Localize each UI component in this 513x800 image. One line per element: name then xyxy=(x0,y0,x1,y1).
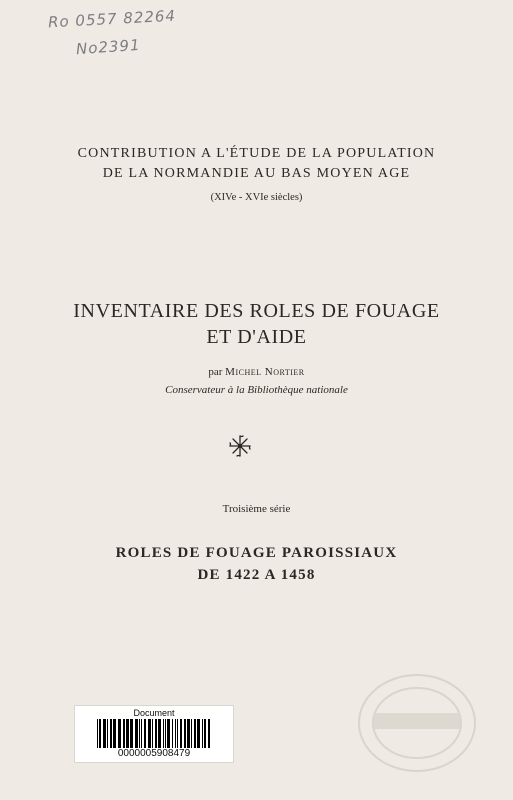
subtitle-line-2: DE 1422 A 1458 xyxy=(197,567,316,583)
handwritten-number: No2391 xyxy=(75,35,142,59)
main-title-line-1: INVENTAIRE DES ROLES DE FOUAGE xyxy=(73,300,440,322)
series-label: Troisième série xyxy=(222,503,291,515)
series-title-line-2: DE LA NORMANDIE AU BAS MOYEN AGE xyxy=(102,166,411,181)
author-name: Michel Nortier xyxy=(225,366,305,378)
barcode-number: 0000005908479 xyxy=(117,748,191,759)
main-title-line-2: ET D'AIDE xyxy=(206,326,307,348)
barcode-title: Document xyxy=(133,708,175,718)
centuries-note: (XIVe - XVIe siècles) xyxy=(210,192,303,203)
handwritten-shelfmark: Ro 0557 82264 xyxy=(47,6,177,32)
author-line xyxy=(0,366,513,378)
barcode-bars xyxy=(97,719,213,748)
library-stamp-mark xyxy=(352,668,482,778)
subtitle-line-1: ROLES DE FOUAGE PAROISSIAUX xyxy=(115,545,398,561)
barcode-label xyxy=(74,705,234,763)
series-title-line-1: CONTRIBUTION A L'ÉTUDE DE LA POPULATION xyxy=(77,146,436,161)
author-prefix: par xyxy=(208,366,223,378)
author-affiliation: Conservateur à la Bibliothèque nationale xyxy=(165,384,348,396)
decorative-star-icon xyxy=(228,434,252,458)
